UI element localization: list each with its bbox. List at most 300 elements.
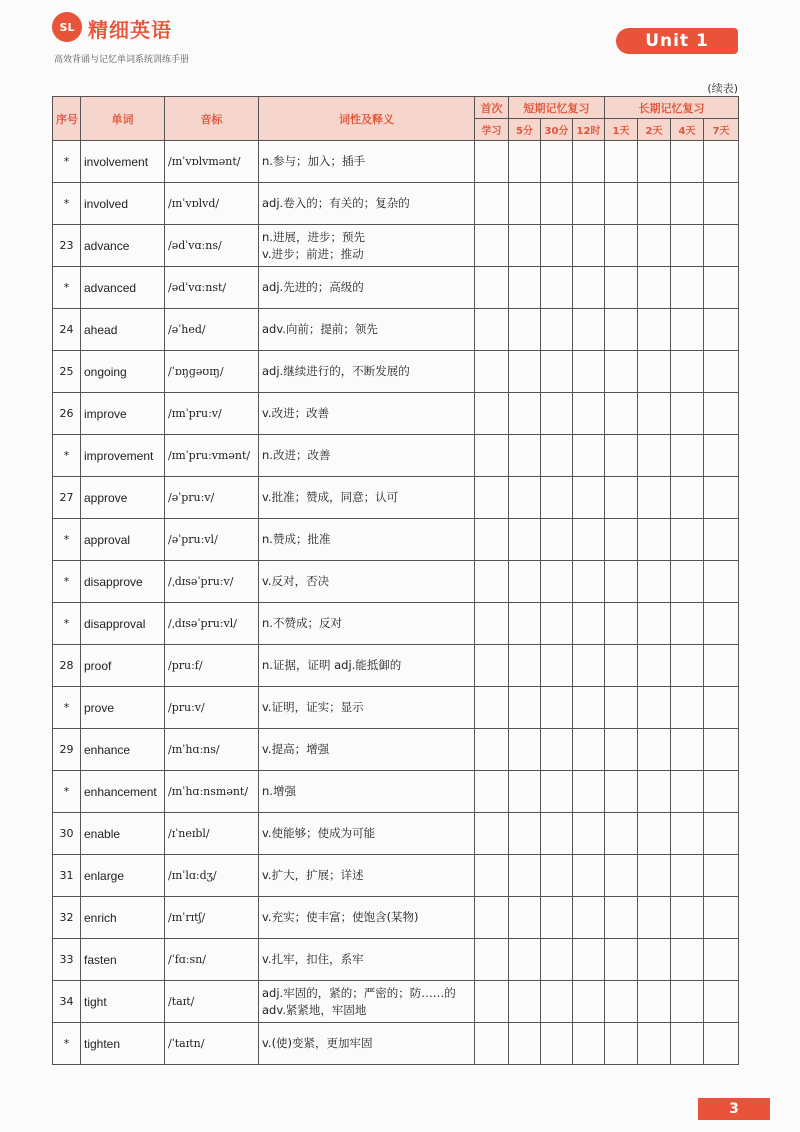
row-word: enhancement bbox=[81, 771, 165, 813]
review-checkbox-cell[interactable] bbox=[671, 1023, 704, 1065]
table-row bbox=[53, 351, 739, 393]
review-checkbox-cell[interactable] bbox=[475, 225, 509, 267]
col-header-first: 首次 bbox=[475, 97, 509, 119]
table-row bbox=[53, 813, 739, 855]
review-checkbox-cell[interactable] bbox=[704, 519, 739, 561]
meaning-line: n.改进；改善 bbox=[262, 448, 331, 462]
review-checkbox-cell[interactable] bbox=[541, 267, 573, 309]
review-checkbox-cell[interactable] bbox=[475, 645, 509, 687]
review-checkbox-cell[interactable] bbox=[638, 309, 671, 351]
meaning-line: v.改进；改善 bbox=[262, 406, 330, 420]
review-checkbox-cell[interactable] bbox=[605, 939, 638, 981]
row-word: enhance bbox=[81, 729, 165, 771]
review-checkbox-cell[interactable] bbox=[671, 141, 704, 183]
col-header-word: 单词 bbox=[81, 97, 165, 141]
review-checkbox-cell[interactable] bbox=[541, 771, 573, 813]
row-meaning bbox=[259, 351, 475, 393]
table-row bbox=[53, 729, 739, 771]
review-checkbox-cell[interactable] bbox=[638, 519, 671, 561]
review-checkbox-cell[interactable] bbox=[541, 897, 573, 939]
row-word: ongoing bbox=[81, 351, 165, 393]
col-header-meaning: 词性及释义 bbox=[259, 97, 475, 141]
review-checkbox-cell[interactable] bbox=[475, 267, 509, 309]
review-checkbox-cell[interactable] bbox=[573, 141, 605, 183]
vocabulary-table-body bbox=[53, 141, 739, 1065]
row-number: 23 bbox=[53, 225, 81, 267]
review-checkbox-cell[interactable] bbox=[509, 981, 541, 1023]
row-phonetic: /ˈtaɪtn/ bbox=[165, 1023, 259, 1065]
meaning-line: v.批准；赞成，同意；认可 bbox=[262, 490, 399, 504]
review-checkbox-cell[interactable] bbox=[605, 519, 638, 561]
review-checkbox-cell[interactable] bbox=[671, 519, 704, 561]
review-checkbox-cell[interactable] bbox=[638, 435, 671, 477]
review-checkbox-cell[interactable] bbox=[509, 855, 541, 897]
review-checkbox-cell[interactable] bbox=[509, 939, 541, 981]
row-phonetic: /ɪnˈvɒlvd/ bbox=[165, 183, 259, 225]
table-row bbox=[53, 477, 739, 519]
table-row bbox=[53, 687, 739, 729]
review-checkbox-cell[interactable] bbox=[509, 351, 541, 393]
review-checkbox-cell[interactable] bbox=[573, 729, 605, 771]
review-checkbox-cell[interactable] bbox=[671, 897, 704, 939]
review-checkbox-cell[interactable] bbox=[573, 519, 605, 561]
review-checkbox-cell[interactable] bbox=[671, 687, 704, 729]
review-checkbox-cell[interactable] bbox=[638, 351, 671, 393]
review-checkbox-cell[interactable] bbox=[671, 771, 704, 813]
review-checkbox-cell[interactable] bbox=[475, 939, 509, 981]
table-row bbox=[53, 939, 739, 981]
review-checkbox-cell[interactable] bbox=[671, 645, 704, 687]
row-phonetic: /ˈfɑːsn/ bbox=[165, 939, 259, 981]
review-checkbox-cell[interactable] bbox=[541, 981, 573, 1023]
review-checkbox-cell[interactable] bbox=[638, 183, 671, 225]
meaning-line: v.扩大，扩展；详述 bbox=[262, 868, 364, 882]
row-number: 30 bbox=[53, 813, 81, 855]
row-word: involved bbox=[81, 183, 165, 225]
review-checkbox-cell[interactable] bbox=[605, 435, 638, 477]
sub-header-long: 7天 bbox=[704, 119, 739, 141]
row-phonetic: /ˌdɪsəˈpruːvl/ bbox=[165, 603, 259, 645]
review-checkbox-cell[interactable] bbox=[605, 729, 638, 771]
meaning-line: v.反对，否决 bbox=[262, 574, 330, 588]
review-checkbox-cell[interactable] bbox=[573, 351, 605, 393]
review-checkbox-cell[interactable] bbox=[671, 603, 704, 645]
review-checkbox-cell[interactable] bbox=[509, 183, 541, 225]
review-checkbox-cell[interactable] bbox=[671, 225, 704, 267]
row-number: * bbox=[53, 1023, 81, 1065]
review-checkbox-cell[interactable] bbox=[509, 897, 541, 939]
review-checkbox-cell[interactable] bbox=[475, 393, 509, 435]
review-checkbox-cell[interactable] bbox=[704, 855, 739, 897]
sub-header-short: 5分 bbox=[509, 119, 541, 141]
row-meaning bbox=[259, 393, 475, 435]
review-checkbox-cell[interactable] bbox=[605, 981, 638, 1023]
brand-slogan: 高效背诵与记忆单词系统训练手册 bbox=[54, 55, 190, 65]
sub-header-short: 12时 bbox=[573, 119, 605, 141]
row-number: * bbox=[53, 561, 81, 603]
review-checkbox-cell[interactable] bbox=[704, 561, 739, 603]
row-number: 27 bbox=[53, 477, 81, 519]
review-checkbox-cell[interactable] bbox=[475, 771, 509, 813]
review-checkbox-cell[interactable] bbox=[475, 897, 509, 939]
review-checkbox-cell[interactable] bbox=[638, 645, 671, 687]
review-checkbox-cell[interactable] bbox=[541, 393, 573, 435]
brand-logo-icon: SL bbox=[52, 12, 82, 42]
meaning-line: v.(使)变紧，更加牢固 bbox=[262, 1036, 373, 1050]
sub-header-long: 2天 bbox=[638, 119, 671, 141]
row-phonetic: /ɪˈneɪbl/ bbox=[165, 813, 259, 855]
row-word: involvement bbox=[81, 141, 165, 183]
review-checkbox-cell[interactable] bbox=[541, 141, 573, 183]
review-checkbox-cell[interactable] bbox=[509, 771, 541, 813]
row-number: 32 bbox=[53, 897, 81, 939]
review-checkbox-cell[interactable] bbox=[605, 687, 638, 729]
row-meaning bbox=[259, 1023, 475, 1065]
row-phonetic: /pruːf/ bbox=[165, 645, 259, 687]
review-checkbox-cell[interactable] bbox=[475, 855, 509, 897]
sub-header-long: 1天 bbox=[605, 119, 638, 141]
review-checkbox-cell[interactable] bbox=[704, 435, 739, 477]
row-number: 24 bbox=[53, 309, 81, 351]
review-checkbox-cell[interactable] bbox=[638, 561, 671, 603]
review-checkbox-cell[interactable] bbox=[573, 897, 605, 939]
review-checkbox-cell[interactable] bbox=[541, 603, 573, 645]
review-checkbox-cell[interactable] bbox=[704, 939, 739, 981]
row-word: disapproval bbox=[81, 603, 165, 645]
review-checkbox-cell[interactable] bbox=[509, 477, 541, 519]
review-checkbox-cell[interactable] bbox=[475, 141, 509, 183]
review-checkbox-cell[interactable] bbox=[638, 1023, 671, 1065]
review-checkbox-cell[interactable] bbox=[704, 981, 739, 1023]
review-checkbox-cell[interactable] bbox=[704, 225, 739, 267]
review-checkbox-cell[interactable] bbox=[573, 267, 605, 309]
review-checkbox-cell[interactable] bbox=[605, 561, 638, 603]
review-checkbox-cell[interactable] bbox=[573, 183, 605, 225]
review-checkbox-cell[interactable] bbox=[509, 813, 541, 855]
review-checkbox-cell[interactable] bbox=[475, 519, 509, 561]
review-checkbox-cell[interactable] bbox=[475, 561, 509, 603]
row-word: tighten bbox=[81, 1023, 165, 1065]
meaning-line: v.提高；增强 bbox=[262, 742, 330, 756]
row-phonetic: /ˌdɪsəˈpruːv/ bbox=[165, 561, 259, 603]
review-checkbox-cell[interactable] bbox=[475, 435, 509, 477]
review-checkbox-cell[interactable] bbox=[605, 351, 638, 393]
review-checkbox-cell[interactable] bbox=[541, 435, 573, 477]
review-checkbox-cell[interactable] bbox=[475, 687, 509, 729]
row-number: 28 bbox=[53, 645, 81, 687]
review-checkbox-cell[interactable] bbox=[541, 477, 573, 519]
row-number: 25 bbox=[53, 351, 81, 393]
row-phonetic: /ɪnˈhɑːns/ bbox=[165, 729, 259, 771]
review-checkbox-cell[interactable] bbox=[541, 645, 573, 687]
review-checkbox-cell[interactable] bbox=[541, 183, 573, 225]
review-checkbox-cell[interactable] bbox=[573, 1023, 605, 1065]
review-checkbox-cell[interactable] bbox=[541, 1023, 573, 1065]
review-checkbox-cell[interactable] bbox=[541, 309, 573, 351]
review-checkbox-cell[interactable] bbox=[605, 267, 638, 309]
review-checkbox-cell[interactable] bbox=[638, 981, 671, 1023]
review-checkbox-cell[interactable] bbox=[509, 393, 541, 435]
review-checkbox-cell[interactable] bbox=[475, 309, 509, 351]
review-checkbox-cell[interactable] bbox=[671, 477, 704, 519]
review-checkbox-cell[interactable] bbox=[509, 141, 541, 183]
table-row bbox=[53, 267, 739, 309]
review-checkbox-cell[interactable] bbox=[475, 351, 509, 393]
row-meaning bbox=[259, 141, 475, 183]
table-row bbox=[53, 309, 739, 351]
review-checkbox-cell[interactable] bbox=[605, 645, 638, 687]
review-checkbox-cell[interactable] bbox=[573, 687, 605, 729]
review-checkbox-cell[interactable] bbox=[509, 267, 541, 309]
meaning-line: adj.先进的；高级的 bbox=[262, 280, 364, 294]
meaning-line: n.增强 bbox=[262, 784, 296, 798]
review-checkbox-cell[interactable] bbox=[605, 141, 638, 183]
row-word: enable bbox=[81, 813, 165, 855]
review-checkbox-cell[interactable] bbox=[704, 477, 739, 519]
review-checkbox-cell[interactable] bbox=[509, 435, 541, 477]
review-checkbox-cell[interactable] bbox=[638, 771, 671, 813]
review-checkbox-cell[interactable] bbox=[704, 603, 739, 645]
review-checkbox-cell[interactable] bbox=[704, 687, 739, 729]
row-number: * bbox=[53, 519, 81, 561]
row-word: enlarge bbox=[81, 855, 165, 897]
review-checkbox-cell[interactable] bbox=[605, 183, 638, 225]
review-checkbox-cell[interactable] bbox=[573, 855, 605, 897]
review-checkbox-cell[interactable] bbox=[605, 855, 638, 897]
row-word: proof bbox=[81, 645, 165, 687]
review-checkbox-cell[interactable] bbox=[541, 561, 573, 603]
row-phonetic: /ˈɒŋɡəʊɪŋ/ bbox=[165, 351, 259, 393]
row-meaning bbox=[259, 813, 475, 855]
review-checkbox-cell[interactable] bbox=[541, 855, 573, 897]
meaning-line: adv.紧紧地，牢固地 bbox=[262, 1002, 367, 1017]
review-checkbox-cell[interactable] bbox=[704, 309, 739, 351]
row-meaning bbox=[259, 771, 475, 813]
row-word: enrich bbox=[81, 897, 165, 939]
table-row bbox=[53, 771, 739, 813]
review-checkbox-cell[interactable] bbox=[605, 771, 638, 813]
table-row bbox=[53, 897, 739, 939]
review-checkbox-cell[interactable] bbox=[475, 1023, 509, 1065]
brand-name: 精细英语 bbox=[88, 18, 172, 42]
table-row bbox=[53, 645, 739, 687]
review-checkbox-cell[interactable] bbox=[475, 477, 509, 519]
review-checkbox-cell[interactable] bbox=[573, 561, 605, 603]
review-checkbox-cell[interactable] bbox=[638, 939, 671, 981]
row-word: advance bbox=[81, 225, 165, 267]
review-checkbox-cell[interactable] bbox=[573, 393, 605, 435]
row-meaning bbox=[259, 729, 475, 771]
review-checkbox-cell[interactable] bbox=[704, 771, 739, 813]
review-checkbox-cell[interactable] bbox=[638, 477, 671, 519]
review-checkbox-cell[interactable] bbox=[671, 309, 704, 351]
review-checkbox-cell[interactable] bbox=[605, 1023, 638, 1065]
review-checkbox-cell[interactable] bbox=[638, 729, 671, 771]
review-checkbox-cell[interactable] bbox=[638, 603, 671, 645]
row-word: tight bbox=[81, 981, 165, 1023]
row-meaning bbox=[259, 519, 475, 561]
meaning-line: adv.向前；提前；领先 bbox=[262, 322, 378, 336]
row-phonetic: /əˈpruːv/ bbox=[165, 477, 259, 519]
row-phonetic: /taɪt/ bbox=[165, 981, 259, 1023]
row-word: improve bbox=[81, 393, 165, 435]
review-checkbox-cell[interactable] bbox=[704, 1023, 739, 1065]
row-phonetic: /ɪnˈrɪtʃ/ bbox=[165, 897, 259, 939]
review-checkbox-cell[interactable] bbox=[605, 897, 638, 939]
meaning-line: n.进展，进步；预先 bbox=[262, 229, 365, 244]
review-checkbox-cell[interactable] bbox=[638, 141, 671, 183]
review-checkbox-cell[interactable] bbox=[704, 897, 739, 939]
table-row bbox=[53, 393, 739, 435]
review-checkbox-cell[interactable] bbox=[475, 603, 509, 645]
row-meaning bbox=[259, 687, 475, 729]
brand-header bbox=[52, 12, 292, 64]
row-number: 33 bbox=[53, 939, 81, 981]
row-phonetic: /pruːv/ bbox=[165, 687, 259, 729]
review-checkbox-cell[interactable] bbox=[638, 813, 671, 855]
review-checkbox-cell[interactable] bbox=[509, 603, 541, 645]
review-checkbox-cell[interactable] bbox=[638, 855, 671, 897]
review-checkbox-cell[interactable] bbox=[638, 897, 671, 939]
meaning-line: n.证据，证明 adj.能抵御的 bbox=[262, 658, 402, 672]
review-checkbox-cell[interactable] bbox=[509, 1023, 541, 1065]
review-checkbox-cell[interactable] bbox=[671, 813, 704, 855]
review-checkbox-cell[interactable] bbox=[671, 267, 704, 309]
col-header-first-sub: 学习 bbox=[475, 119, 509, 141]
review-checkbox-cell[interactable] bbox=[541, 939, 573, 981]
review-checkbox-cell[interactable] bbox=[541, 813, 573, 855]
row-word: disapprove bbox=[81, 561, 165, 603]
review-checkbox-cell[interactable] bbox=[605, 477, 638, 519]
row-phonetic: /ɪnˈlɑːdʒ/ bbox=[165, 855, 259, 897]
review-checkbox-cell[interactable] bbox=[475, 183, 509, 225]
review-checkbox-cell[interactable] bbox=[509, 225, 541, 267]
review-checkbox-cell[interactable] bbox=[573, 645, 605, 687]
review-checkbox-cell[interactable] bbox=[573, 435, 605, 477]
review-checkbox-cell[interactable] bbox=[704, 141, 739, 183]
row-phonetic: /ɪnˈhɑːnsmənt/ bbox=[165, 771, 259, 813]
row-phonetic: /ədˈvɑːns/ bbox=[165, 225, 259, 267]
meaning-line: v.扎牢，扣住，系牢 bbox=[262, 952, 364, 966]
row-number: * bbox=[53, 603, 81, 645]
review-checkbox-cell[interactable] bbox=[509, 309, 541, 351]
row-number: * bbox=[53, 771, 81, 813]
row-word: ahead bbox=[81, 309, 165, 351]
row-number: 31 bbox=[53, 855, 81, 897]
review-checkbox-cell[interactable] bbox=[704, 183, 739, 225]
review-checkbox-cell[interactable] bbox=[573, 771, 605, 813]
review-checkbox-cell[interactable] bbox=[509, 687, 541, 729]
review-checkbox-cell[interactable] bbox=[541, 225, 573, 267]
review-checkbox-cell[interactable] bbox=[541, 687, 573, 729]
review-checkbox-cell[interactable] bbox=[573, 981, 605, 1023]
review-checkbox-cell[interactable] bbox=[573, 225, 605, 267]
row-word: fasten bbox=[81, 939, 165, 981]
col-header-phonetic: 音标 bbox=[165, 97, 259, 141]
review-checkbox-cell[interactable] bbox=[475, 813, 509, 855]
review-checkbox-cell[interactable] bbox=[704, 267, 739, 309]
table-row bbox=[53, 981, 739, 1023]
col-header-num: 序号 bbox=[53, 97, 81, 141]
review-checkbox-cell[interactable] bbox=[605, 393, 638, 435]
row-meaning bbox=[259, 267, 475, 309]
review-checkbox-cell[interactable] bbox=[605, 225, 638, 267]
row-phonetic: /ɪmˈpruːv/ bbox=[165, 393, 259, 435]
review-checkbox-cell[interactable] bbox=[475, 729, 509, 771]
row-number: 29 bbox=[53, 729, 81, 771]
sub-header-long: 4天 bbox=[671, 119, 704, 141]
col-header-long-review: 长期记忆复习 bbox=[605, 97, 739, 119]
review-checkbox-cell[interactable] bbox=[638, 393, 671, 435]
row-number: * bbox=[53, 141, 81, 183]
row-word: improvement bbox=[81, 435, 165, 477]
review-checkbox-cell[interactable] bbox=[573, 309, 605, 351]
review-checkbox-cell[interactable] bbox=[509, 561, 541, 603]
row-phonetic: /ɪmˈpruːvmənt/ bbox=[165, 435, 259, 477]
review-checkbox-cell[interactable] bbox=[671, 183, 704, 225]
continued-label: (续表) bbox=[707, 82, 738, 95]
review-checkbox-cell[interactable] bbox=[638, 687, 671, 729]
row-meaning bbox=[259, 183, 475, 225]
review-checkbox-cell[interactable] bbox=[671, 981, 704, 1023]
review-checkbox-cell[interactable] bbox=[671, 351, 704, 393]
review-checkbox-cell[interactable] bbox=[605, 813, 638, 855]
review-checkbox-cell[interactable] bbox=[573, 603, 605, 645]
review-checkbox-cell[interactable] bbox=[671, 561, 704, 603]
row-word: approve bbox=[81, 477, 165, 519]
review-checkbox-cell[interactable] bbox=[671, 729, 704, 771]
review-checkbox-cell[interactable] bbox=[573, 813, 605, 855]
review-checkbox-cell[interactable] bbox=[605, 309, 638, 351]
review-checkbox-cell[interactable] bbox=[638, 225, 671, 267]
row-number: * bbox=[53, 435, 81, 477]
table-row bbox=[53, 1023, 739, 1065]
review-checkbox-cell[interactable] bbox=[573, 477, 605, 519]
review-checkbox-cell[interactable] bbox=[671, 939, 704, 981]
review-checkbox-cell[interactable] bbox=[573, 939, 605, 981]
row-number: 26 bbox=[53, 393, 81, 435]
row-word: advanced bbox=[81, 267, 165, 309]
meaning-line: v.使能够；使成为可能 bbox=[262, 826, 376, 840]
review-checkbox-cell[interactable] bbox=[509, 729, 541, 771]
meaning-line: v.进步；前进；推动 bbox=[262, 246, 364, 261]
unit-badge: Unit 1 bbox=[616, 28, 738, 54]
review-checkbox-cell[interactable] bbox=[509, 645, 541, 687]
review-checkbox-cell[interactable] bbox=[704, 351, 739, 393]
review-checkbox-cell[interactable] bbox=[638, 267, 671, 309]
review-checkbox-cell[interactable] bbox=[704, 729, 739, 771]
review-checkbox-cell[interactable] bbox=[475, 981, 509, 1023]
review-checkbox-cell[interactable] bbox=[671, 855, 704, 897]
row-word: prove bbox=[81, 687, 165, 729]
review-checkbox-cell[interactable] bbox=[541, 729, 573, 771]
vocabulary-table bbox=[52, 96, 739, 1065]
table-row bbox=[53, 855, 739, 897]
meaning-line: v.证明，证实；显示 bbox=[262, 700, 364, 714]
review-checkbox-cell[interactable] bbox=[605, 603, 638, 645]
review-checkbox-cell[interactable] bbox=[671, 435, 704, 477]
table-row bbox=[53, 141, 739, 183]
review-checkbox-cell[interactable] bbox=[541, 519, 573, 561]
review-checkbox-cell[interactable] bbox=[704, 813, 739, 855]
review-checkbox-cell[interactable] bbox=[671, 393, 704, 435]
row-meaning bbox=[259, 225, 475, 267]
review-checkbox-cell[interactable] bbox=[704, 645, 739, 687]
review-checkbox-cell[interactable] bbox=[509, 519, 541, 561]
review-checkbox-cell[interactable] bbox=[704, 393, 739, 435]
review-checkbox-cell[interactable] bbox=[541, 351, 573, 393]
row-meaning bbox=[259, 603, 475, 645]
